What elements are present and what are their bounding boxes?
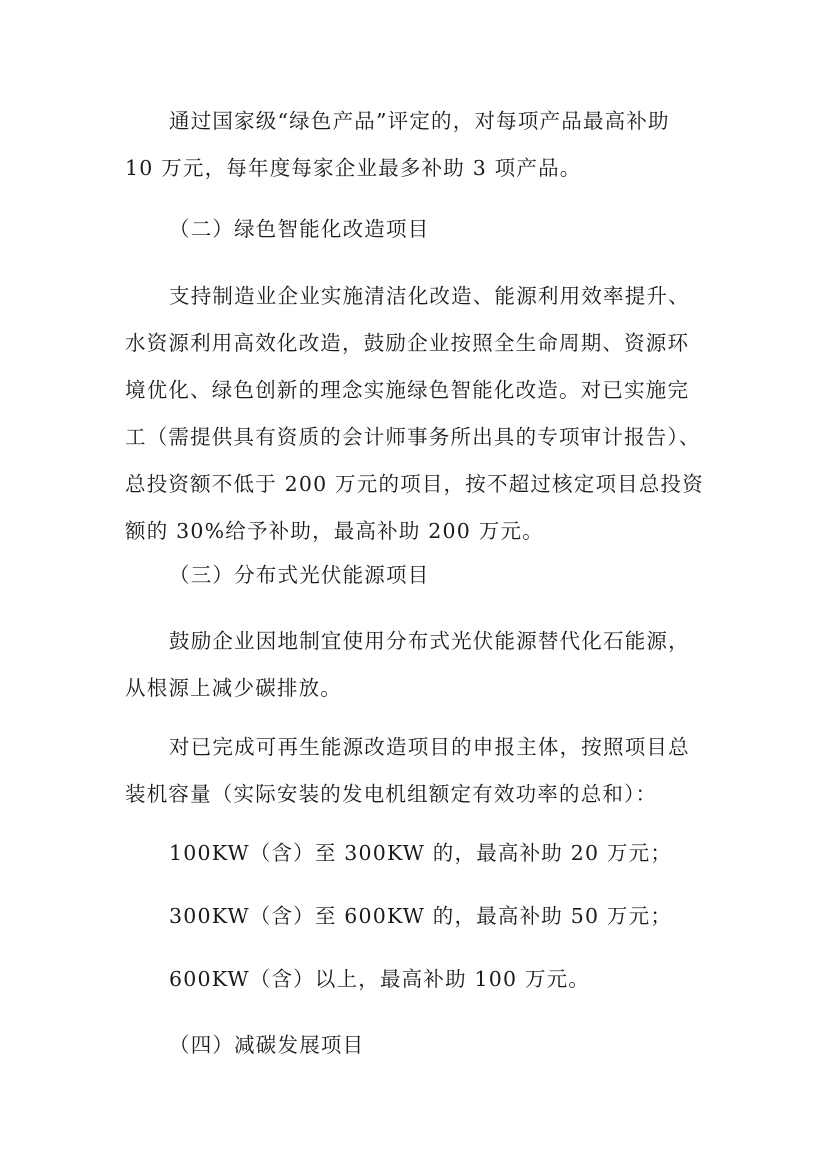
text-line: 300KW（含）至 600KW 的，最高补助 50 万元； (169, 904, 673, 928)
text-line: 工（需提供具有资质的会计师事务所出具的专项审计报告）、 (125, 425, 701, 449)
text-line: 水资源利用高效化改造，鼓励企业按照全生命周期、资源环 (125, 331, 690, 355)
section-heading-4: （四）减碳发展项目 (169, 1033, 365, 1057)
text-line: 10 万元，每年度每家企业最多补助 3 项产品。 (125, 156, 582, 180)
text-line: 境优化、绿色创新的理念实施绿色智能化改造。对已实施完 (125, 378, 690, 402)
text-line: 额的 30%给予补助，最高补助 200 万元。 (125, 519, 544, 543)
paragraph-smart-retrofit (125, 273, 710, 555)
paragraph-renewable-capacity (125, 724, 710, 818)
text-line: 对已完成可再生能源改造项目的申报主体，按照项目总 (169, 735, 690, 759)
paragraph-green-product (125, 98, 710, 192)
section-heading-3: （三）分布式光伏能源项目 (169, 563, 430, 587)
subsidy-tier-1 (125, 830, 710, 877)
text-line: 通过国家级“绿色产品”评定的，对每项产品最高补助 (169, 109, 670, 133)
text-line: 鼓励企业因地制宜使用分布式光伏能源替代化石能源， (169, 629, 690, 653)
text-line: 从根源上减少碳排放。 (125, 676, 342, 700)
text-line: 100KW（含）至 300KW 的，最高补助 20 万元； (169, 841, 673, 865)
subsidy-tier-3 (125, 956, 710, 1003)
paragraph-solar-encourage (125, 618, 710, 712)
section-heading-2: （二）绿色智能化改造项目 (169, 217, 430, 241)
subsidy-tier-2 (125, 893, 710, 940)
text-line: 600KW（含）以上，最高补助 100 万元。 (169, 967, 591, 991)
text-line: 总投资额不低于 200 万元的项目，按不超过核定项目总投资 (125, 472, 704, 496)
text-line: 支持制造业企业实施清洁化改造、能源利用效率提升、 (169, 284, 690, 308)
text-line: 装机容量（实际安装的发电机组额定有效功率的总和）： (125, 782, 658, 806)
